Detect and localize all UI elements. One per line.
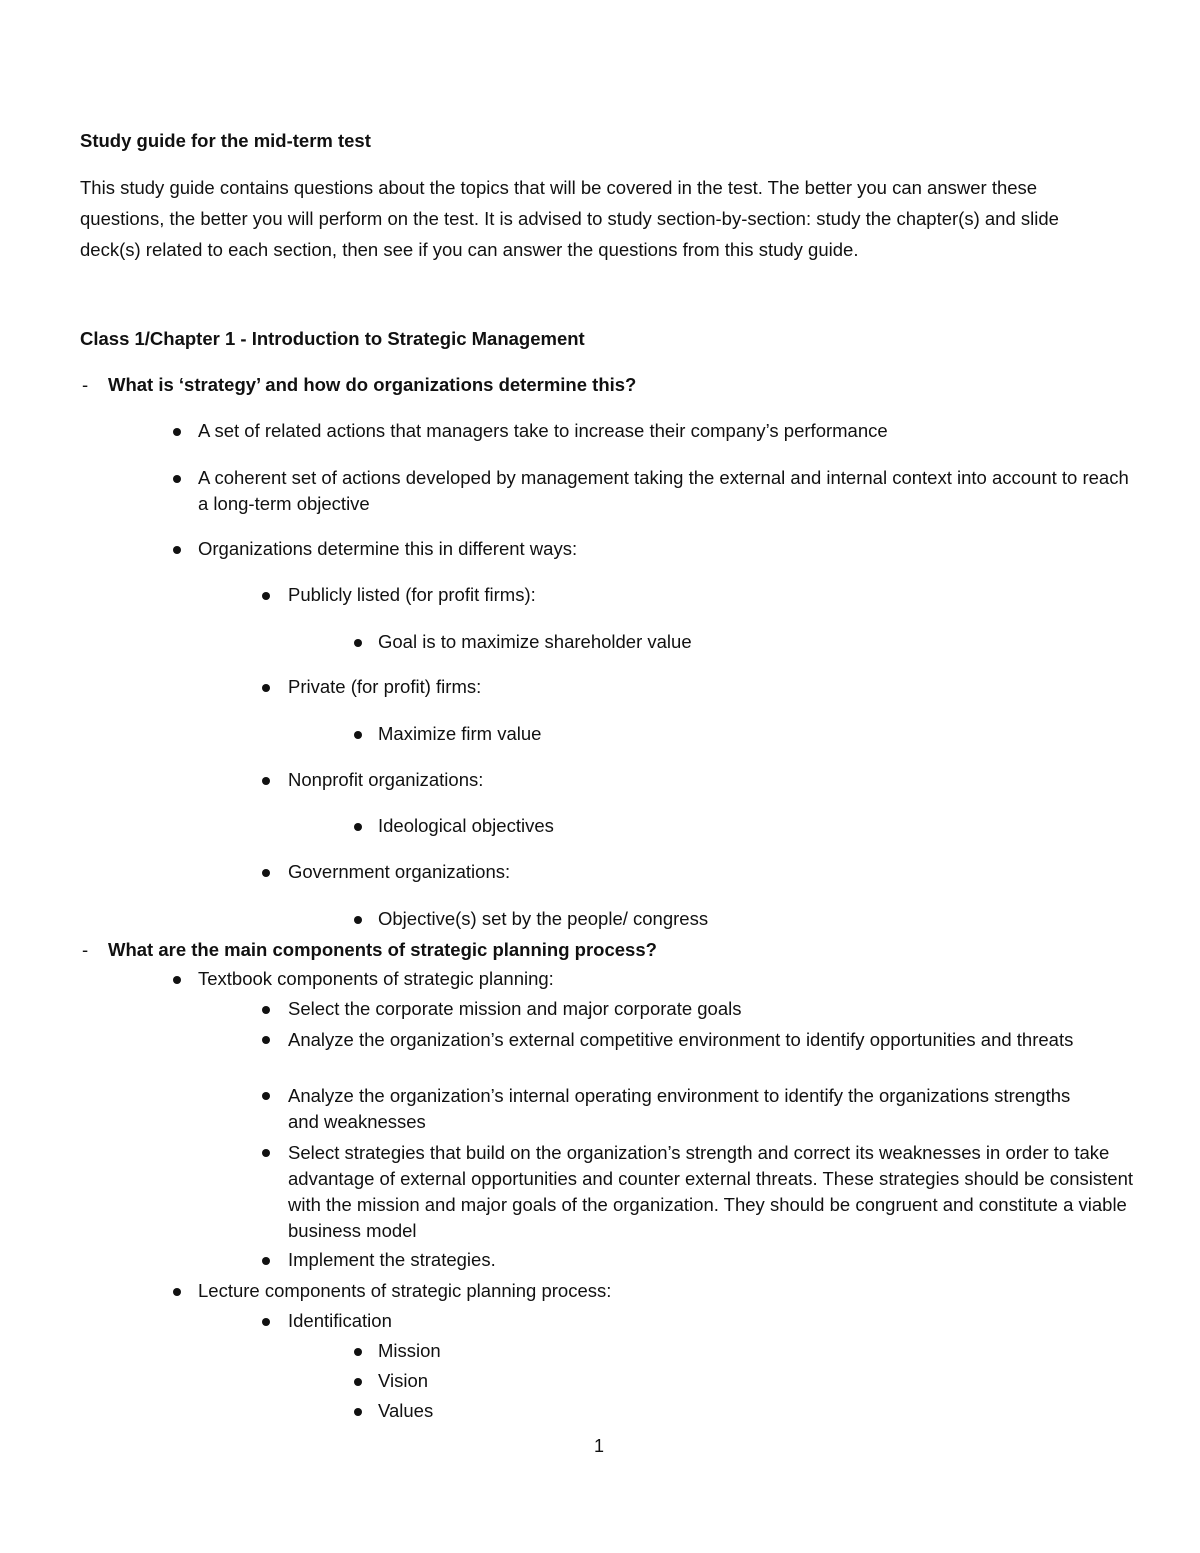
bullet-icon [354, 1378, 362, 1386]
bullet-icon [354, 731, 362, 739]
bullet-icon [173, 1288, 181, 1296]
org-type-label: Nonprofit organizations: [288, 769, 484, 790]
intro-paragraph: This study guide contains questions about the topics that will be covered in the test. The better you can answer these questions, the better you will perform on the test. It is advised to study section-by-section: study the chapter(s) and slide deck(s) related to each section, then see if you can answer the questions from this study guide. [80, 177, 1059, 260]
textbook-label: Textbook components of strategic planning: [198, 968, 554, 989]
document-title: Study guide for the mid-term test [80, 130, 371, 151]
textbook-item: Analyze the organization’s internal operating environment to identify the organizations strengths and weaknesses [288, 1085, 1071, 1132]
dash-marker: - [82, 374, 89, 395]
textbook-item: Analyze the organization’s external competitive environment to identify opportunities and threats [288, 1029, 1074, 1050]
bullet-icon [173, 976, 181, 984]
page-number: 1 [594, 1436, 605, 1456]
bullet-icon [262, 1092, 270, 1100]
identification-item: Values [378, 1400, 434, 1421]
bullet-icon [262, 684, 270, 692]
bullet-icon [354, 823, 362, 831]
section-heading: Class 1/Chapter 1 - Introduction to Strategic Management [80, 328, 585, 349]
lecture-label: Lecture components of strategic planning process: [198, 1280, 612, 1301]
bullet-icon [354, 916, 362, 924]
bullet-icon [354, 1408, 362, 1416]
bullet-icon [262, 869, 270, 877]
org-type-goal: Maximize firm value [378, 723, 542, 744]
org-type-label: Publicly listed (for profit firms): [288, 584, 536, 605]
bullet-icon [173, 475, 181, 483]
bullet-icon [262, 1318, 270, 1326]
answer-item: A set of related actions that managers take to increase their company’s performance [198, 420, 888, 441]
bullet-icon [262, 1036, 270, 1044]
bullet-icon [354, 1348, 362, 1356]
question-1: What is ‘strategy’ and how do organizations determine this? [108, 374, 637, 395]
bullet-icon [262, 1257, 270, 1265]
org-type-goal: Objective(s) set by the people/ congress [378, 908, 709, 929]
org-type-goal: Ideological objectives [378, 815, 554, 836]
bullet-icon [262, 777, 270, 785]
answer-item: A coherent set of actions developed by management taking the external and internal context into account to reach a long-term objective [198, 467, 1129, 514]
textbook-item: Select the corporate mission and major corporate goals [288, 998, 742, 1019]
bullet-icon [262, 592, 270, 600]
org-type-label: Private (for profit) firms: [288, 676, 482, 697]
identification-item: Mission [378, 1340, 441, 1361]
identification-label: Identification [288, 1310, 392, 1331]
org-type-label: Government organizations: [288, 861, 511, 882]
bullet-icon [262, 1006, 270, 1014]
identification-item: Vision [378, 1370, 429, 1391]
answer-item: Organizations determine this in different ways: [198, 538, 578, 559]
dash-marker: - [82, 939, 89, 960]
textbook-item: Select strategies that build on the organization’s strength and correct its weaknesses in order to take advantage of external opportunities and counter external threats. These strategies should be consistent with the mission and major goals of the organization. They should be congruent and constitute a viable business model [288, 1142, 1134, 1241]
bullet-icon [173, 428, 181, 436]
textbook-item: Implement the strategies. [288, 1249, 496, 1270]
bullet-icon [262, 1149, 270, 1157]
bullet-icon [354, 639, 362, 647]
bullet-icon [173, 546, 181, 554]
org-type-goal: Goal is to maximize shareholder value [378, 631, 692, 652]
question-2: What are the main components of strategic planning process? [108, 939, 657, 960]
